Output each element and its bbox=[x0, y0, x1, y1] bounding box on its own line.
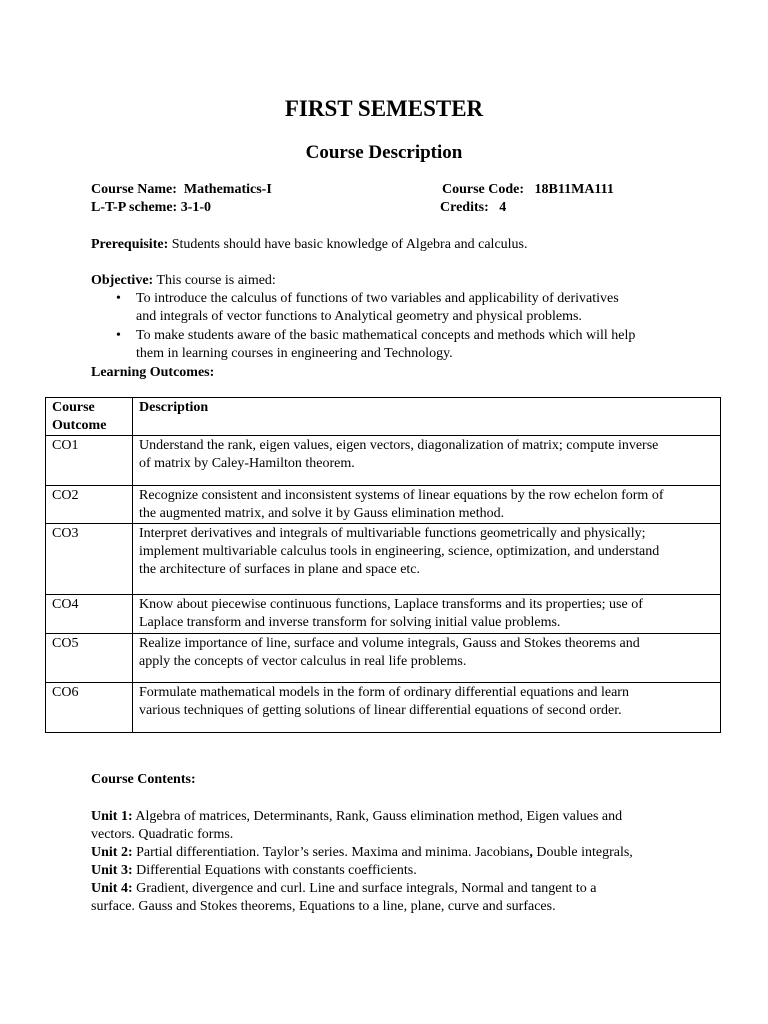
table-row bbox=[46, 486, 721, 524]
unit-4-line1 bbox=[91, 880, 597, 898]
header-col1-line2: Outcome bbox=[52, 418, 107, 433]
table-row bbox=[46, 595, 721, 634]
prerequisite bbox=[91, 236, 528, 254]
header-col1-line1: Course bbox=[52, 400, 95, 415]
ltp-label: L-T-P scheme: bbox=[91, 200, 178, 215]
co-code: CO3 bbox=[46, 524, 133, 595]
credits-value: 4 bbox=[499, 200, 507, 215]
unit-2 bbox=[91, 844, 633, 862]
co-description bbox=[133, 486, 721, 524]
table-header-row bbox=[46, 398, 721, 436]
unit-1-label: Unit 1: bbox=[91, 809, 133, 824]
co-desc-line: Formulate mathematical models in the form of ordinary differential equations and learn bbox=[139, 685, 629, 700]
course-contents-heading: Course Contents: bbox=[91, 772, 196, 787]
bullet-icon: • bbox=[116, 291, 121, 306]
bullet-icon: • bbox=[116, 328, 121, 343]
header-description: Description bbox=[133, 398, 721, 436]
course-code-label: Course Code: bbox=[442, 182, 525, 197]
ltp-scheme bbox=[91, 199, 211, 217]
credits bbox=[440, 199, 506, 217]
outcomes-table bbox=[45, 397, 721, 733]
co-code: CO2 bbox=[46, 486, 133, 524]
co-code: CO5 bbox=[46, 634, 133, 683]
co-description bbox=[133, 436, 721, 486]
co-desc-line: Realize importance of line, surface and volume integrals, Gauss and Stokes theorems and bbox=[139, 636, 640, 651]
unit-4-line2: surface. Gauss and Stokes theorems, Equations to a line, plane, curve and surfaces. bbox=[91, 899, 556, 914]
unit-1-line1 bbox=[91, 808, 622, 826]
objective-bullet-1-line1: To introduce the calculus of functions of two variables and applicability of derivatives bbox=[136, 291, 619, 306]
co-description bbox=[133, 683, 721, 733]
table-row bbox=[46, 634, 721, 683]
header-course-outcome bbox=[46, 398, 133, 436]
objective bbox=[91, 272, 276, 290]
unit-1-text: Algebra of matrices, Determinants, Rank, Gauss elimination method, Eigen values and bbox=[135, 809, 623, 824]
credits-label: Credits: bbox=[440, 200, 489, 215]
unit-3-text: Differential Equations with constants coefficients. bbox=[136, 863, 417, 878]
ltp-value: 3-1-0 bbox=[180, 200, 212, 215]
course-name-value: Mathematics-I bbox=[183, 182, 272, 197]
co-desc-line: of matrix by Caley-Hamilton theorem. bbox=[139, 456, 355, 471]
unit-2-comma: , bbox=[529, 845, 533, 860]
co-desc-line: Interpret derivatives and integrals of multivariable functions geometrically and physically; bbox=[139, 526, 646, 541]
objective-text: This course is aimed: bbox=[156, 273, 276, 288]
course-name bbox=[91, 181, 272, 199]
co-desc-line: Know about piecewise continuous functions, Laplace transforms and its properties; use of bbox=[139, 597, 643, 612]
prerequisite-label: Prerequisite: bbox=[91, 237, 169, 252]
prerequisite-text: Students should have basic knowledge of Algebra and calculus. bbox=[171, 237, 528, 252]
co-desc-line: implement multivariable calculus tools in engineering, science, optimization, and understand bbox=[139, 544, 660, 559]
objective-bullet-1-line2: and integrals of vector functions to Analytical geometry and physical problems. bbox=[136, 309, 582, 324]
unit-3-label: Unit 3: bbox=[91, 863, 133, 878]
co-desc-line: Recognize consistent and inconsistent systems of linear equations by the row echelon form of bbox=[139, 488, 664, 503]
unit-3 bbox=[91, 862, 417, 880]
co-desc-line: apply the concepts of vector calculus in real life problems. bbox=[139, 654, 467, 669]
unit-2-text: Partial differentiation. Taylor’s series. Maxima and minima. Jacobians bbox=[136, 845, 530, 860]
co-desc-line: Understand the rank, eigen values, eigen vectors, diagonalization of matrix; compute inverse bbox=[139, 438, 659, 453]
co-desc-line: the augmented matrix, and solve it by Gauss elimination method. bbox=[139, 506, 505, 521]
unit-1-line2: vectors. Quadratic forms. bbox=[91, 827, 234, 842]
page-subtitle: Course Description bbox=[305, 142, 463, 163]
course-code bbox=[442, 181, 614, 199]
co-desc-line: various techniques of getting solutions of linear differential equations of second order. bbox=[139, 703, 622, 718]
co-code: CO6 bbox=[46, 683, 133, 733]
page-title: FIRST SEMESTER bbox=[284, 96, 484, 121]
co-desc-line: the architecture of surfaces in plane and space etc. bbox=[139, 562, 421, 577]
co-description bbox=[133, 595, 721, 634]
table-row bbox=[46, 683, 721, 733]
co-desc-line: Laplace transform and inverse transform for solving initial value problems. bbox=[139, 615, 561, 630]
learning-outcomes-heading: Learning Outcomes: bbox=[91, 365, 215, 380]
objective-bullet-2-line1: To make students aware of the basic mathematical concepts and methods which will help bbox=[136, 328, 636, 343]
unit-4-label: Unit 4: bbox=[91, 881, 133, 896]
co-description bbox=[133, 634, 721, 683]
unit-4-text: Gradient, divergence and curl. Line and surface integrals, Normal and tangent to a bbox=[136, 881, 597, 896]
unit-2-label: Unit 2: bbox=[91, 845, 133, 860]
objective-label: Objective: bbox=[91, 273, 154, 288]
co-code: CO4 bbox=[46, 595, 133, 634]
unit-2-tail: Double integrals, bbox=[536, 845, 633, 860]
course-name-label: Course Name: bbox=[91, 182, 177, 197]
co-code: CO1 bbox=[46, 436, 133, 486]
table-row bbox=[46, 524, 721, 595]
co-description bbox=[133, 524, 721, 595]
table-row bbox=[46, 436, 721, 486]
objective-bullet-2-line2: them in learning courses in engineering and Technology. bbox=[136, 346, 453, 361]
course-code-value: 18B11MA111 bbox=[534, 182, 614, 197]
